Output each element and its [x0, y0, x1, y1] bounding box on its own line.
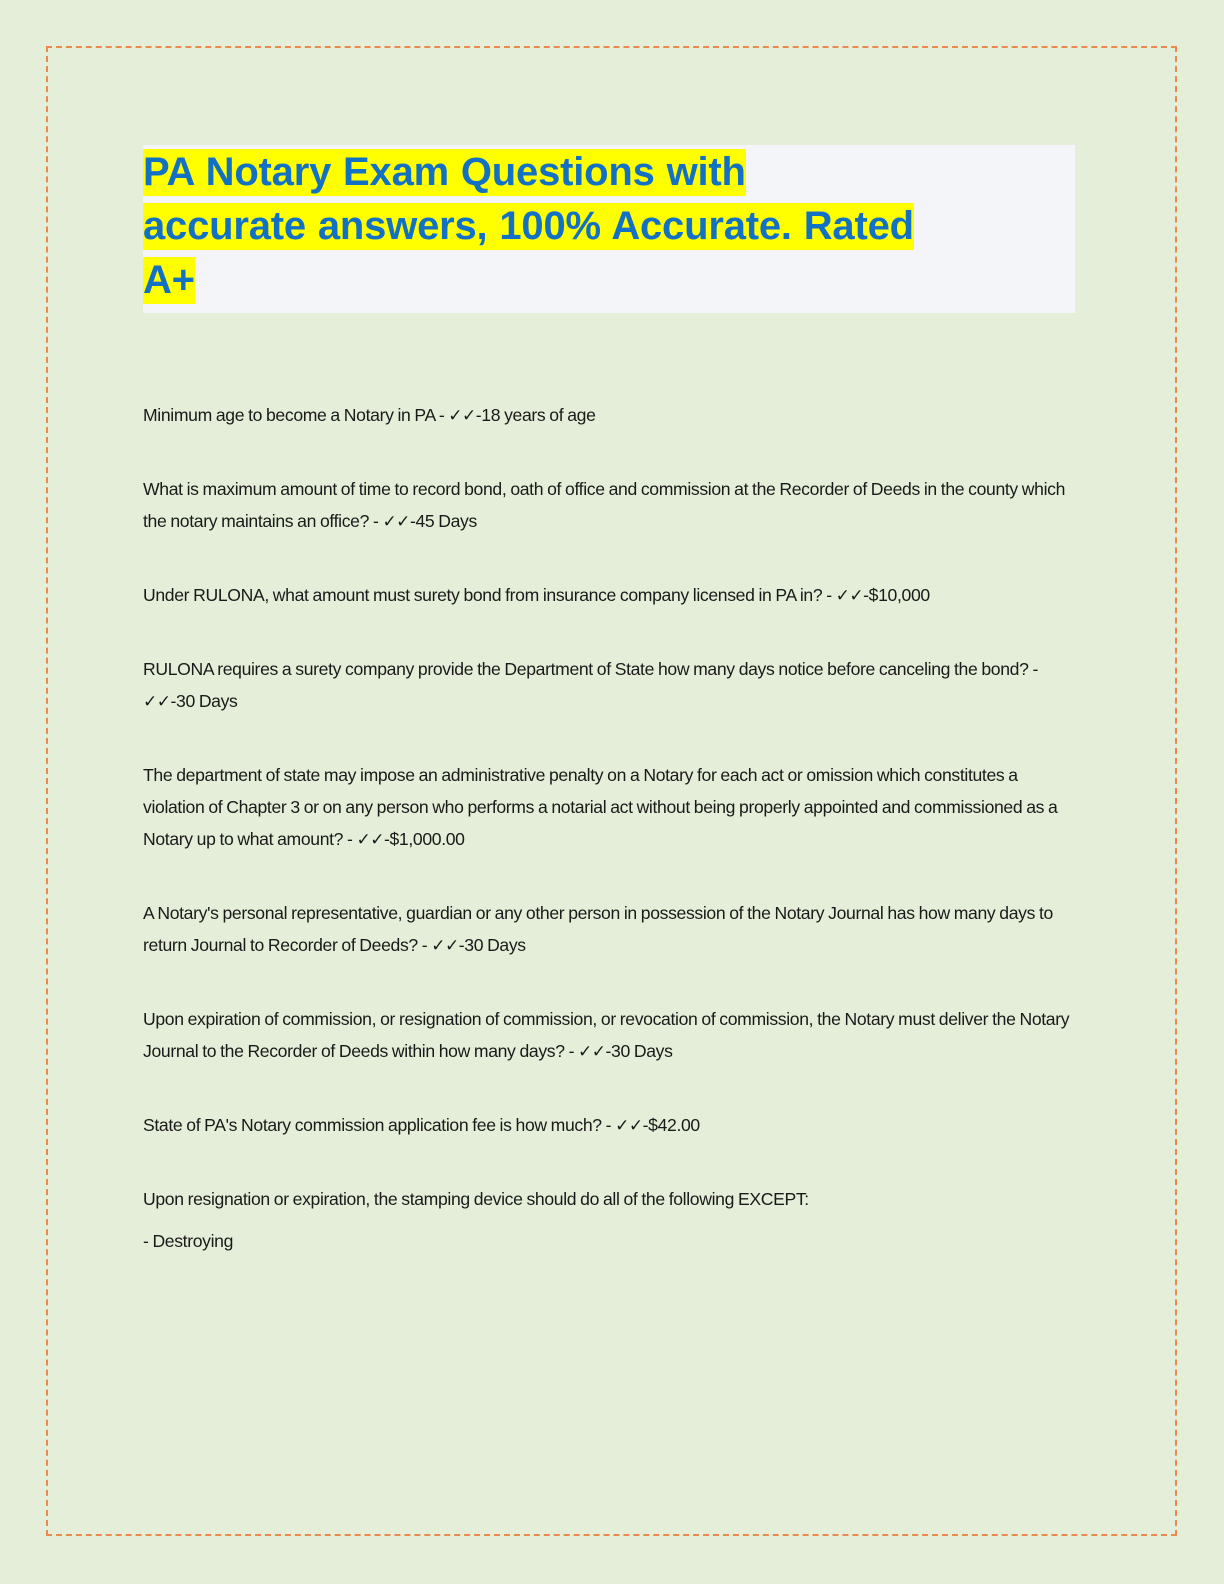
qa-item: [143, 473, 1073, 538]
qa-answer: -30 Days: [170, 691, 238, 711]
checkmark-icon: ✓✓: [835, 586, 864, 606]
qa-answer: -30 Days: [605, 1041, 673, 1061]
title-block-spacer: [143, 307, 1075, 313]
document-content: [143, 145, 1078, 1257]
checkmark-icon: ✓✓: [382, 512, 410, 532]
qa-item: [143, 399, 1073, 432]
checkmark-icon: ✓✓: [615, 1116, 643, 1136]
qa-list: [143, 399, 1078, 1257]
checkmark-icon: ✓✓: [356, 830, 384, 850]
title-line-2: accurate answers, 100% Accurate. Rated: [143, 204, 914, 248]
final-question: Upon resignation or expiration, the stamping device should do all of the following EXCEPT:: [143, 1189, 809, 1209]
qa-item: [143, 1003, 1073, 1068]
title-line-3: A+: [143, 258, 195, 302]
qa-answer: -$42.00: [642, 1115, 700, 1135]
qa-answer: -45 Days: [409, 511, 477, 531]
page-title: [143, 145, 1075, 307]
title-block: [143, 145, 1075, 313]
qa-answer: -18 years of age: [475, 405, 596, 425]
qa-answer: -30 Days: [458, 935, 526, 955]
qa-question: A Notary's personal representative, guardian or any other person in possession of the Notary Journal has how many days to return Journal to Recorder of Deeds? -: [143, 903, 1053, 955]
checkmark-icon: ✓✓: [431, 936, 459, 956]
checkmark-icon: ✓✓: [578, 1042, 606, 1062]
checkmark-icon: ✓✓: [448, 406, 476, 426]
checkmark-icon: ✓✓: [143, 692, 171, 712]
qa-question: State of PA's Notary commission application fee is how much? -: [143, 1115, 616, 1135]
qa-question: The department of state may impose an administrative penalty on a Notary for each act or omission which constitutes a violation of Chapter 3 or on any person who performs a notarial act without being properly appointed and commissioned as a Notary up to what amount? -: [143, 765, 1058, 849]
qa-answer: -$1,000.00: [383, 829, 465, 849]
qa-item: [143, 579, 1073, 612]
title-line-1: PA Notary Exam Questions with: [143, 150, 746, 194]
qa-answer: -$10,000: [863, 585, 930, 605]
qa-question: What is maximum amount of time to record bond, oath of office and commission at the Recorder of Deeds in the county which the notary maintains an office? -: [143, 479, 1066, 531]
qa-question: Under RULONA, what amount must surety bond from insurance company licensed in PA in? -: [143, 585, 836, 605]
qa-question: Minimum age to become a Notary in PA -: [143, 405, 449, 425]
qa-item: [143, 1109, 1073, 1142]
qa-question: RULONA requires a surety company provide the Department of State how many days notice before canceling the bond? -: [143, 659, 1038, 679]
qa-item: [143, 653, 1073, 718]
qa-item: [143, 897, 1073, 962]
qa-question: Upon expiration of commission, or resignation of commission, or revocation of commission, the Notary must deliver the Notary Journal to the Recorder of Deeds within how many days? -: [143, 1009, 1070, 1061]
qa-item: [143, 759, 1073, 856]
final-answer: - Destroying: [143, 1231, 234, 1251]
